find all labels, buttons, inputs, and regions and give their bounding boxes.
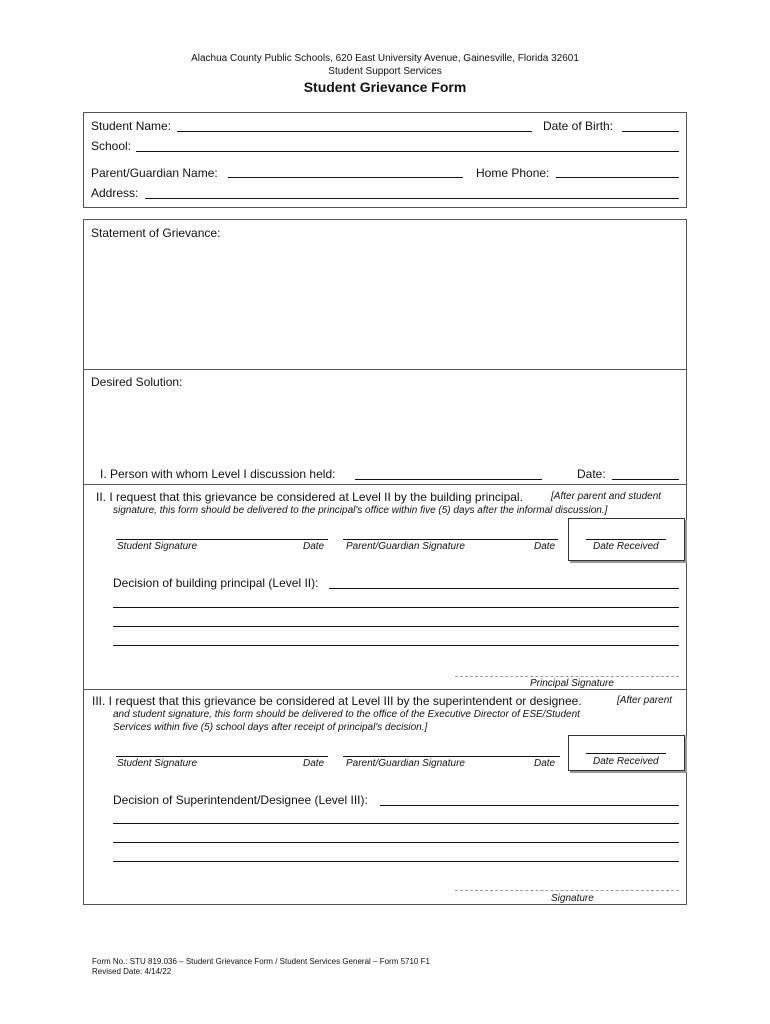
footer-form-number: Form No.: STU 819.036 – Student Grievance Form / Student Services General – Form 5710 F1 [92,957,430,966]
student-name-field[interactable] [177,131,532,132]
level2-note: signature, this form should be delivered to the principal's office within five (5) days after the informal discussion.] [113,505,608,516]
dob-field[interactable] [622,131,679,132]
level3-date-label: Date [534,758,556,769]
level3-decision-line[interactable] [113,823,679,824]
parent-name-label: Parent/Guardian Name: [91,166,218,180]
principal-signature-label: Principal Signature [530,678,614,689]
header-address: Alachua County Public Schools, 620 East University Avenue, Gainesville, Florida 32601 [191,53,579,64]
divider [84,484,686,485]
level2-decision-label: Decision of building principal (Level II): [113,576,319,590]
level2-date-received-field[interactable] [586,539,666,540]
level3-decision-line[interactable] [113,861,679,862]
level3-student-signature-field[interactable] [116,756,328,757]
dob-label: Date of Birth: [543,119,614,133]
statement-field[interactable] [90,242,680,366]
level3-note: and student signature, this form should be delivered to the office of the Executive Director of ESE/Student [113,709,580,720]
student-name-label: Student Name: [91,119,172,133]
footer-revised-date: Revised Date: 4/14/22 [92,967,172,976]
address-field[interactable] [145,198,679,199]
level3-date-received-field[interactable] [586,753,666,754]
level3-note: Services within five (5) school days after receipt of principal's decision.] [113,722,428,733]
level2-student-signature-field[interactable] [116,539,328,540]
level3-signature-field[interactable] [455,890,679,891]
statement-label: Statement of Grievance: [91,226,221,240]
school-label: School: [91,139,132,153]
level2-date-label: Date [303,541,325,552]
level1-label: I. Person with whom Level I discussion held: [100,467,336,481]
desired-solution-field[interactable] [90,391,680,461]
address-label: Address: [91,186,139,200]
level3-parent-signature-field[interactable] [343,756,560,757]
header-department: Student Support Services [328,66,442,77]
divider [84,369,686,370]
home-phone-label: Home Phone: [476,166,550,180]
level1-date-field[interactable] [612,479,679,480]
level3-date-label: Date [303,758,325,769]
level2-decision-field[interactable] [329,588,679,589]
level1-person-field[interactable] [355,479,542,480]
parent-name-field[interactable] [228,177,463,178]
level2-student-signature-label: Student Signature [117,541,198,552]
level3-decision-line[interactable] [113,842,679,843]
level2-note: [After parent and student [551,491,662,502]
level2-parent-signature-field[interactable] [343,539,558,540]
level1-date-label: Date: [577,467,606,481]
level2-decision-line[interactable] [113,645,679,646]
level3-parent-signature-label: Parent/Guardian Signature [346,758,465,769]
level2-decision-line[interactable] [113,626,679,627]
level2-date-label: Date [534,541,556,552]
level2-date-received-label: Date Received [593,541,659,552]
level3-note: [After parent [617,695,673,706]
home-phone-field[interactable] [556,177,679,178]
level2-label: II. I request that this grievance be considered at Level II by the building principal. [96,490,523,504]
level2-decision-line[interactable] [113,607,679,608]
level3-decision-field[interactable] [380,805,679,806]
divider [84,689,686,690]
principal-signature-field[interactable] [455,676,679,677]
level3-label: III. I request that this grievance be considered at Level III by the superintendent or designee. [92,694,582,708]
page-title: Student Grievance Form [303,79,467,95]
level3-date-received-label: Date Received [593,756,659,767]
desired-solution-label: Desired Solution: [91,375,183,389]
level3-signature-label: Signature [551,893,594,904]
level3-decision-label: Decision of Superintendent/Designee (Level III): [113,793,368,807]
level2-parent-signature-label: Parent/Guardian Signature [346,541,465,552]
level3-student-signature-label: Student Signature [117,758,198,769]
school-field[interactable] [136,151,679,152]
